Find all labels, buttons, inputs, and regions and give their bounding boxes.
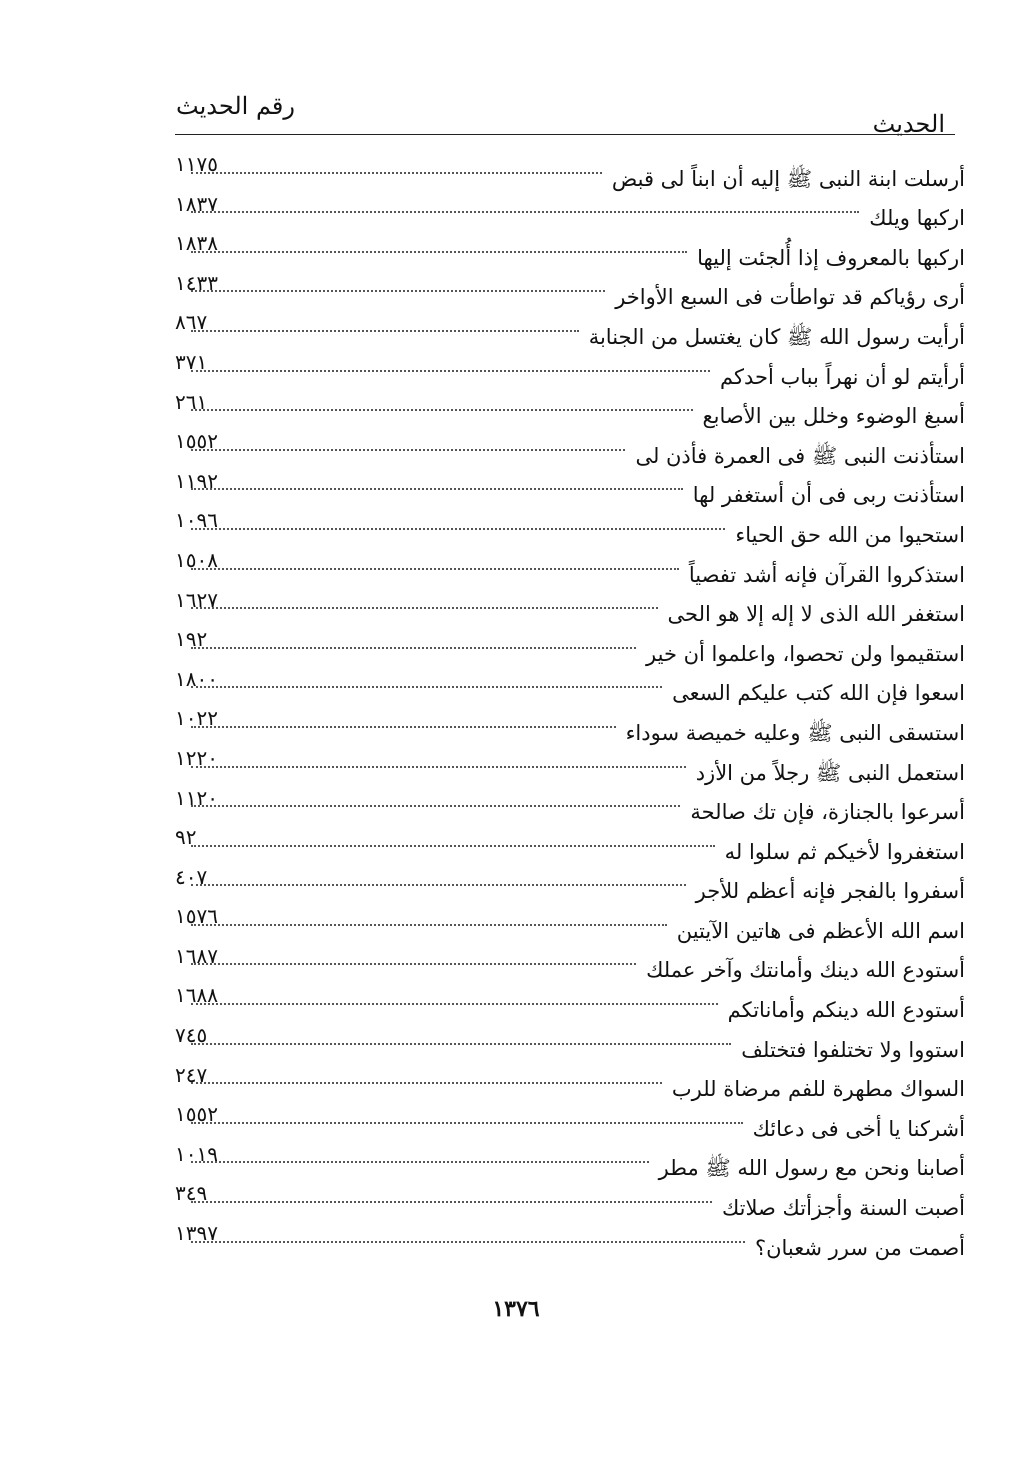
hadith-text: استعمل النبى ﷺ رجلاً من الأزد — [695, 760, 965, 785]
index-entry — [175, 150, 965, 190]
hadith-number: ١٤٣٣ — [175, 270, 218, 295]
index-entry — [175, 348, 965, 388]
hadith-number: ١٥٥٢ — [175, 1102, 218, 1127]
hadith-number: ١٨٣٧ — [175, 191, 218, 216]
hadith-number: ٨٦٧ — [175, 310, 208, 335]
hadith-text: استووا ولا تختلفوا فتختلف — [741, 1037, 965, 1062]
hadith-text: أرأيت رسول الله ﷺ كان يغتسل من الجنابة — [588, 324, 965, 349]
hadith-text: استأذنت النبى ﷺ فى العمرة فأذن لى — [635, 443, 965, 468]
dot-leader — [191, 1043, 731, 1045]
hadith-number: ١٥٧٦ — [175, 904, 218, 929]
hadith-text: استقيموا ولن تحصوا، واعلموا أن خير — [646, 641, 965, 666]
hadith-text: أستودع الله دينك وأمانتك وآخر عملك — [646, 958, 965, 983]
page-number: ١٣٧٦ — [492, 1296, 540, 1322]
hadith-number: ١٦٨٧ — [175, 943, 218, 968]
hadith-number: ١٨٣٨ — [175, 231, 218, 256]
index-entry — [175, 269, 965, 309]
index-entry — [175, 190, 965, 230]
hadith-number: ٤٠٧ — [175, 864, 208, 889]
column-header-number: رقم الحديث — [176, 92, 295, 120]
index-entry — [175, 863, 965, 903]
hadith-text: أسبغ الوضوء وخلل بين الأصابع — [702, 404, 965, 429]
index-entry — [175, 942, 965, 982]
hadith-text: اركبها ويلك — [869, 206, 965, 231]
hadith-number: ١٦٢٧ — [175, 587, 218, 612]
hadith-text: استغفروا لأخيكم ثم سلوا له — [724, 839, 965, 864]
hadith-text: السواك مطهرة للفم مرضاة للرب — [671, 1077, 965, 1102]
dot-leader — [191, 1122, 743, 1124]
dot-leader — [191, 1241, 745, 1243]
hadith-text: استذكروا القرآن فإنه أشد تفصياً — [688, 562, 965, 587]
hadith-text: أسرعوا بالجنازة، فإن تك صالحة — [690, 800, 965, 825]
hadith-number: ٧٤٥ — [175, 1023, 208, 1048]
hadith-text: أرأيتم لو أن نهراً بباب أحدكم — [720, 364, 965, 389]
hadith-text: أرسلت ابنة النبى ﷺ إليه أن ابناً لى قبض — [611, 166, 965, 191]
hadith-text: اسعوا فإن الله كتب عليكم السعى — [672, 681, 965, 706]
hadith-text: أسفروا بالفجر فإنه أعظم للأجر — [695, 879, 965, 904]
hadith-number: ١٠٢٢ — [175, 706, 218, 731]
index-entry — [175, 1061, 965, 1101]
hadith-number: ٣٧١ — [175, 349, 208, 374]
index-entry — [175, 506, 965, 546]
dot-leader — [191, 370, 710, 372]
hadith-text: أرى رؤياكم قد تواطأت فى السبع الأواخر — [615, 285, 965, 310]
dot-leader — [191, 409, 693, 411]
hadith-number: ١١٩٢ — [175, 468, 218, 493]
index-entry — [175, 823, 965, 863]
hadith-number: ٣٤٩ — [175, 1181, 208, 1206]
hadith-text: أستودع الله دينكم وأماناتكم — [727, 998, 965, 1023]
hadith-number: ١٦٨٨ — [175, 983, 218, 1008]
hadith-number: ١٩٢ — [175, 627, 208, 652]
index-entry — [175, 467, 965, 507]
hadith-text: أصبت السنة وأجزأتك صلاتك — [721, 1196, 965, 1221]
hadith-number: ١٨٠٠ — [175, 666, 218, 691]
index-list — [175, 150, 965, 1259]
hadith-number: ٢٤٧ — [175, 1062, 208, 1087]
hadith-text: استسقى النبى ﷺ وعليه خميصة سوداء — [625, 720, 965, 745]
index-entry — [175, 784, 965, 824]
hadith-number: ١٠١٩ — [175, 1141, 218, 1166]
index-entry — [175, 388, 965, 428]
index-entry — [175, 1140, 965, 1180]
index-entry — [175, 308, 965, 348]
header-divider — [175, 134, 955, 135]
dot-leader — [191, 766, 686, 768]
hadith-number: ١١٧٥ — [175, 152, 218, 176]
hadith-number: ٢٦١ — [175, 389, 208, 414]
index-entry — [175, 546, 965, 586]
index-entry — [175, 229, 965, 269]
hadith-text: استحيوا من الله حق الحياء — [735, 522, 965, 547]
dot-leader — [191, 845, 715, 847]
index-entry — [175, 1100, 965, 1140]
index-entry — [175, 902, 965, 942]
hadith-number: ١٠٩٦ — [175, 508, 218, 533]
index-entry — [175, 665, 965, 705]
column-header-hadith: الحديث — [872, 110, 945, 138]
index-entry — [175, 1219, 965, 1259]
hadith-text: أصمت من سرر شعبان؟ — [754, 1235, 965, 1260]
index-entry — [175, 981, 965, 1021]
dot-leader — [191, 251, 687, 253]
hadith-text: اسم الله الأعظم فى هاتين الآيتين — [676, 918, 965, 943]
index-entry — [175, 427, 965, 467]
dot-leader — [191, 1201, 712, 1203]
index-entry — [175, 625, 965, 665]
hadith-number: ١٥٥٢ — [175, 429, 218, 454]
hadith-number: ٩٢ — [175, 825, 197, 850]
index-entry — [175, 704, 965, 744]
hadith-number: ١١٢٠ — [175, 785, 218, 810]
index-entry — [175, 744, 965, 784]
hadith-text: استغفر الله الذى لا إله إلا هو الحى — [667, 602, 965, 627]
hadith-number: ١٢٢٠ — [175, 745, 218, 770]
dot-leader — [191, 211, 859, 213]
hadith-text: اركبها بالمعروف إذا أُلجئت إليها — [697, 245, 965, 270]
hadith-text: أشركنا يا أخى فى دعائك — [752, 1116, 965, 1141]
hadith-text: أصابنا ونحن مع رسول الله ﷺ مطر — [658, 1156, 965, 1181]
index-entry — [175, 1179, 965, 1219]
dot-leader — [191, 884, 686, 886]
dot-leader — [191, 1003, 718, 1005]
index-entry — [175, 586, 965, 626]
hadith-number: ١٥٠٨ — [175, 547, 218, 572]
hadith-text: استأذنت ربى فى أن أستغفر لها — [692, 483, 965, 508]
index-entry — [175, 1021, 965, 1061]
dot-leader — [191, 528, 725, 530]
hadith-number: ١٣٩٧ — [175, 1221, 218, 1246]
